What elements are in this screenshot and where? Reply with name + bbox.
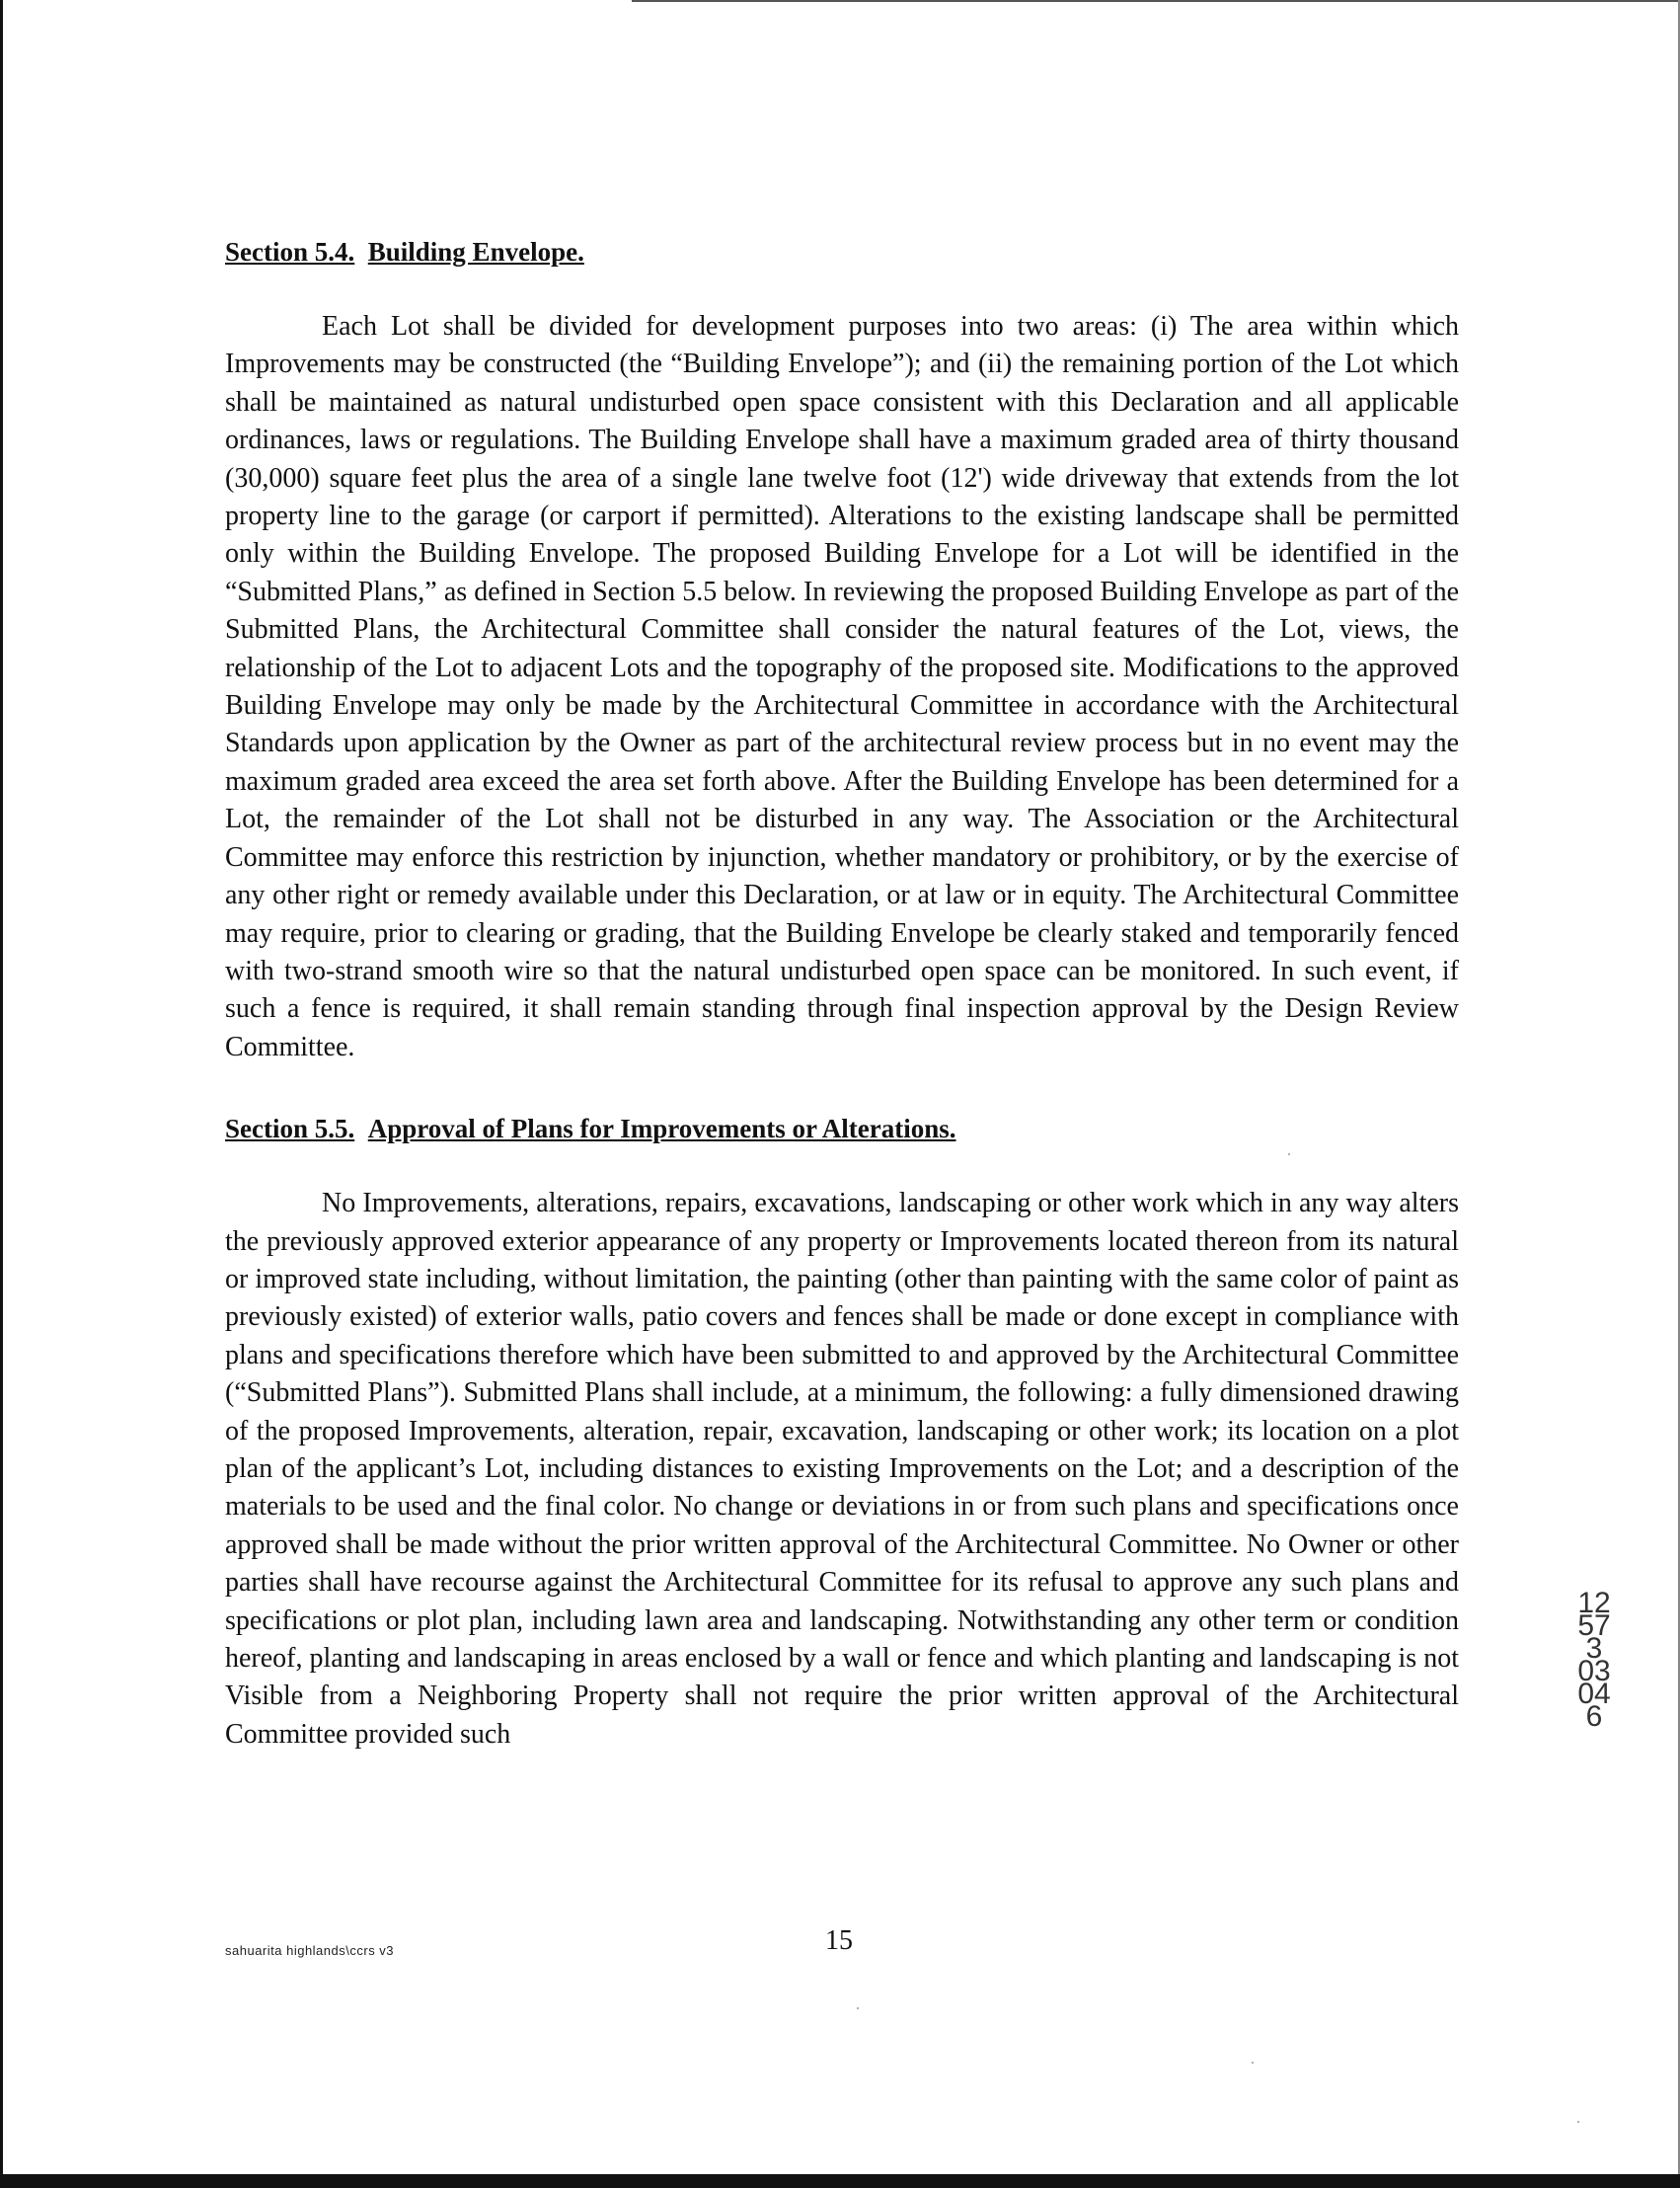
section-5-4-body: Each Lot shall be divided for development purposes into two areas: (i) The area within which Improvements may be constructed (the “Building Envelope”); and (ii) the remaining portion of the Lot which shall be maintained as natural undisturbed open space consistent with this Declaration and all applicable ordinances, laws or regulations. The Building Envelope shall have a maximum graded area of thirty thousand (30,000) square feet plus the area of a single lane twelve foot (12') wide driveway that extends from the lot property line to the garage (or carport if permitted). Alterations to the existing landscape shall be permitted only within the Building Envelope. The proposed Building Envelope for a Lot will be identified in the “Submitted Plans,” as defined in Section 5.5 below. In reviewing the proposed Building Envelope as part of the Submitted Plans, the Architectural Committee shall consider the natural features of the Lot, views, the relationship of the Lot to adjacent Lots and the topography of the proposed site. Modifications to the approved Building Envelope may only be made by the Architectural Committee in accordance with the Architectural Standards upon application by the Owner as part of the architectural review process but in no event may the maximum graded area exceed the area set forth above. After the Building Envelope has been determined for a Lot, the remainder of the Lot shall not be disturbed in any way. The Association or the Architectural Committee may enforce this restriction by injunction, whether mandatory or prohibitory, or by the exercise of any other right or remedy available under this Declaration, or at law or in equity. The Architectural Committee may require, prior to clearing or grading, that the Building Envelope be clearly staked and temporarily fenced with two-strand smooth wire so that the natural undisturbed open space can be monitored. In such event, if such a fence is required, it shall remain standing through final inspection approval by the Design Review Committee. <box>225 311 1459 1062</box>
footer-file-reference: sahuarita highlands\ccrs v3 <box>225 1943 395 1958</box>
recording-number-stamp: 12573 03046 <box>1577 1587 1611 1733</box>
section-5-4-title: Building Envelope. <box>367 237 584 267</box>
document-page <box>225 233 1459 1754</box>
page-number: 15 <box>825 1925 853 1956</box>
section-5-5-title: Approval of Plans for Improvements or Alterations. <box>367 1114 956 1144</box>
section-5-4-number: Section 5.4. <box>225 237 355 267</box>
scan-speck <box>1288 1153 1290 1155</box>
scan-border-bottom <box>0 2174 1680 2188</box>
section-5-4-heading <box>225 233 1459 271</box>
scan-border-top <box>632 0 1680 2</box>
scan-speck <box>857 2007 859 2009</box>
scan-speck <box>1577 2121 1579 2123</box>
scan-speck <box>1252 2062 1254 2064</box>
section-5-5-heading <box>225 1110 1459 1147</box>
section-5-5-body: No Improvements, alterations, repairs, excavations, landscaping or other work which in any way alters the previously approved exterior appearance of any property or Improvements located thereon from its natural or improved state including, without limitation, the painting (other than painting with the same color of paint as previously existed) of exterior walls, patio covers and fences shall be made or done except in compliance with plans and specifications therefore which have been submitted to and approved by the Architectural Committee (“Submitted Plans”). Submitted Plans shall include, at a minimum, the following: a fully dimensioned drawing of the proposed Improvements, alteration, repair, excavation, landscaping or other work; its location on a plot plan of the applicant’s Lot, including distances to existing Improvements on the Lot; and a description of the materials to be used and the final color. No change or deviations in or from such plans and specifications once approved shall be made without the prior written approval of the Architectural Committee. No Owner or other parties shall have recourse against the Architectural Committee for its refusal to approve any such plans and specifications or plot plan, including lawn area and landscaping. Notwithstanding any other term or condition hereof, planting and landscaping in areas enclosed by a wall or fence and which planting and landscaping is not Visible from a Neighboring Property shall not require the prior written approval of the Architectural Committee provided such <box>225 1188 1459 1750</box>
scan-border-left <box>0 0 3 2188</box>
section-5-5-number: Section 5.5. <box>225 1114 355 1144</box>
